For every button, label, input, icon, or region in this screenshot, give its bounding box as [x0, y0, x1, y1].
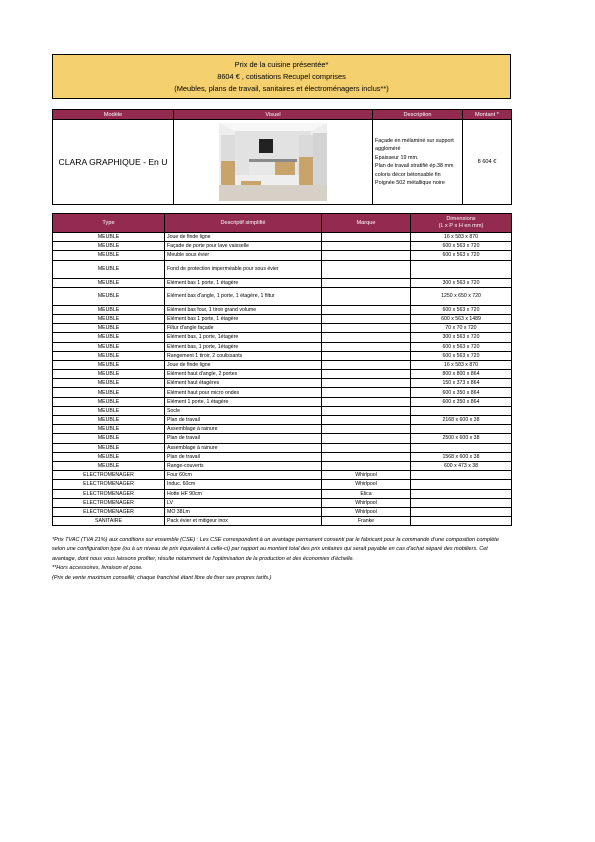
header-model: Modèle: [53, 110, 174, 120]
price-includes: (Meubles, plans de travail, sanitaires et électroménagers inclus**): [174, 84, 389, 93]
table-row: [53, 507, 512, 516]
table-row: [53, 388, 512, 397]
cell-dimensions: 300 x 563 x 720: [411, 333, 512, 342]
kitchen-visual: [174, 120, 373, 205]
cell-type: MEUBLE: [53, 351, 165, 360]
table-row: [53, 498, 512, 507]
table-row: [53, 425, 512, 434]
table-row: [53, 278, 512, 287]
cell-description: Elément bas, 1 porte, 1étagère: [165, 333, 322, 342]
cell-description: Induc. 60cm: [165, 480, 322, 489]
cell-type: MEUBLE: [53, 305, 165, 314]
table-row: [53, 416, 512, 425]
table-row: [53, 351, 512, 360]
cell-dimensions: [411, 260, 512, 278]
cell-dimensions: [411, 443, 512, 452]
kitchen-image: [219, 123, 327, 201]
cell-type: ELECTROMENAGER: [53, 498, 165, 507]
cell-description: Four 60cm: [165, 471, 322, 480]
header-dimensions: [411, 214, 512, 233]
cell-description: Elément 1 porte, 1 étagère: [165, 397, 322, 406]
cell-description: LV: [165, 498, 322, 507]
cell-description: Elément haut étagères: [165, 379, 322, 388]
table-row: [53, 397, 512, 406]
cell-brand: [322, 287, 411, 305]
cell-type: ELECTROMENAGER: [53, 480, 165, 489]
cell-brand: [322, 305, 411, 314]
cell-type: MEUBLE: [53, 443, 165, 452]
cell-type: MEUBLE: [53, 425, 165, 434]
cell-brand: [322, 342, 411, 351]
cell-type: MEUBLE: [53, 278, 165, 287]
cell-type: MEUBLE: [53, 314, 165, 323]
header-descriptif: Descriptif simplifié: [165, 214, 322, 233]
cell-brand: [322, 443, 411, 452]
cell-description: Range-couverts: [165, 461, 322, 470]
cell-description: Meuble sous évier: [165, 251, 322, 260]
table-row: [53, 242, 512, 251]
header-dimensions-unit: (L x P x H en mm): [438, 223, 484, 229]
cell-type: MEUBLE: [53, 406, 165, 415]
spec-table-header: [53, 214, 512, 233]
cell-description: Rangement 1 tiroir, 2 coulissants: [165, 351, 322, 360]
cell-brand: [322, 461, 411, 470]
table-row: [53, 452, 512, 461]
header-visual: Visuel: [174, 110, 373, 120]
cell-brand: [322, 242, 411, 251]
table-row: [53, 260, 512, 278]
model-row: [53, 120, 512, 205]
cell-brand: [322, 416, 411, 425]
cell-brand: [322, 260, 411, 278]
cell-description: Elément haut d'angle, 2 portes: [165, 370, 322, 379]
cell-dimensions: 70 x 70 x 720: [411, 324, 512, 333]
cell-dimensions: 600 x 563 x 720: [411, 251, 512, 260]
header-description: Description: [373, 110, 463, 120]
cell-dimensions: 600 x 563 x 720: [411, 305, 512, 314]
cell-type: MEUBLE: [53, 397, 165, 406]
cell-brand: [322, 233, 411, 242]
cell-type: MEUBLE: [53, 233, 165, 242]
cell-type: MEUBLE: [53, 260, 165, 278]
cell-type: MEUBLE: [53, 388, 165, 397]
cell-dimensions: [411, 406, 512, 415]
price-header: [52, 54, 511, 99]
cell-brand: Whirlpool: [322, 471, 411, 480]
table-row: [53, 370, 512, 379]
table-row: [53, 305, 512, 314]
cell-dimensions: [411, 471, 512, 480]
cell-description: Elément bas 1 porte, 1 étagère: [165, 278, 322, 287]
cell-dimensions: 600 x 350 x 864: [411, 397, 512, 406]
table-row: [53, 233, 512, 242]
cell-dimensions: 150 x 373 x 864: [411, 379, 512, 388]
cell-brand: Whirlpool: [322, 480, 411, 489]
cell-description: Elément bas, 1 porte, 1étagère: [165, 342, 322, 351]
table-row: [53, 480, 512, 489]
model-description: [373, 120, 463, 205]
cell-type: MEUBLE: [53, 287, 165, 305]
cell-brand: Whirlpool: [322, 507, 411, 516]
footnote-tvac: *Prix TVAC (TVA 21%) aux conditions sur ensemble (CSE) : Les CSE correspondent à un avantage permanent consenti par le fabricant pour la commande d'une composition complète selon une configuration type (ou à un niveau de prix équivalent à celle-ci) par rapport au montant total des prix unitaires qui serait payable en cas d'achat séparé des mobiliers. Cet avantage, dont nous vous laissons profiter, résulte notamment de l'optimisation de la production et des économies d'échelle.: [52, 537, 499, 562]
cell-type: ELECTROMENAGER: [53, 507, 165, 516]
cell-dimensions: 1568 x 600 x 38: [411, 452, 512, 461]
cell-description: Plan de travail: [165, 416, 322, 425]
cell-dimensions: 600 x 563 x 720: [411, 242, 512, 251]
spec-table: [52, 213, 512, 526]
cell-type: MEUBLE: [53, 360, 165, 369]
cell-dimensions: 2168 x 600 x 38: [411, 416, 512, 425]
table-row: [53, 517, 512, 526]
cell-type: ELECTROMENAGER: [53, 489, 165, 498]
table-row: [53, 251, 512, 260]
cell-brand: [322, 379, 411, 388]
cell-brand: [322, 251, 411, 260]
cell-brand: [322, 370, 411, 379]
cell-brand: [322, 434, 411, 443]
table-row: [53, 333, 512, 342]
footnotes: [52, 536, 511, 583]
cell-description: Hotte HF 90cm: [165, 489, 322, 498]
cell-type: MEUBLE: [53, 324, 165, 333]
cell-description: Assemblage à rainure: [165, 443, 322, 452]
cell-brand: [322, 324, 411, 333]
model-table-header: [53, 110, 512, 120]
cell-description: Plan de travail: [165, 452, 322, 461]
spec-table-body: [53, 233, 512, 526]
table-row: [53, 471, 512, 480]
header-brand: Marque: [322, 214, 411, 233]
cell-type: MEUBLE: [53, 461, 165, 470]
model-price: 8 604 €: [463, 120, 512, 205]
cell-dimensions: 600 x 563 x 720: [411, 351, 512, 360]
cell-brand: Whirlpool: [322, 498, 411, 507]
cell-dimensions: 1250 x 650 x 720: [411, 287, 512, 305]
cell-brand: [322, 388, 411, 397]
footnote-price-advice: (Prix de vente maximum conseillé; chaque franchisé étant libre de fixer ses propres tarifs.): [52, 574, 272, 581]
cell-description: Elément haut pour micro ondes: [165, 388, 322, 397]
cell-description: Joue de finde ligne: [165, 233, 322, 242]
cell-description: Façade de porte pour lave vaisselle: [165, 242, 322, 251]
cell-dimensions: 16 x 583 x 870: [411, 360, 512, 369]
cell-dimensions: 800 x 800 x 864: [411, 370, 512, 379]
cell-dimensions: 2500 x 600 x 38: [411, 434, 512, 443]
cell-dimensions: 600 x 563 x 720: [411, 342, 512, 351]
cell-type: MEUBLE: [53, 242, 165, 251]
model-table: [52, 109, 512, 205]
model-name: CLARA GRAPHIQUE - En U: [53, 120, 174, 205]
table-row: [53, 314, 512, 323]
table-row: [53, 406, 512, 415]
cell-description: Elément bas four, 1 tiroir grand volume: [165, 305, 322, 314]
cell-dimensions: 300 x 563 x 720: [411, 278, 512, 287]
cell-dimensions: 600 x 350 x 864: [411, 388, 512, 397]
cell-dimensions: 600 x 473 x 38: [411, 461, 512, 470]
cell-brand: [322, 333, 411, 342]
cell-description: Plan de travail: [165, 434, 322, 443]
cell-description: Socle: [165, 406, 322, 415]
cell-brand: Franke: [322, 517, 411, 526]
table-row: [53, 342, 512, 351]
cell-description: Assemblage à rainure: [165, 425, 322, 434]
description-line: Epaisseur 19 mm.: [375, 154, 419, 161]
cell-type: MEUBLE: [53, 251, 165, 260]
description-line: Poignée 502 métallique noire: [375, 180, 445, 186]
cell-brand: [322, 360, 411, 369]
cell-type: MEUBLE: [53, 416, 165, 425]
description-line: Façade en mélaminé sur support aggloméré: [375, 137, 454, 152]
cell-brand: [322, 406, 411, 415]
cell-dimensions: 16 x 583 x 870: [411, 233, 512, 242]
table-row: [53, 489, 512, 498]
cell-type: MEUBLE: [53, 434, 165, 443]
cell-brand: Elica: [322, 489, 411, 498]
description-line: coloris décor bétonsable fin: [375, 171, 441, 178]
table-row: [53, 461, 512, 470]
cell-brand: [322, 278, 411, 287]
cell-dimensions: [411, 517, 512, 526]
cell-description: Joue de finde ligne: [165, 360, 322, 369]
cell-dimensions: [411, 480, 512, 489]
footnote-accessories: **Hors accessoires, livraison et pose.: [52, 565, 143, 572]
cell-type: MEUBLE: [53, 379, 165, 388]
table-row: [53, 379, 512, 388]
table-row: [53, 360, 512, 369]
price-title: Prix de la cuisine présentée*: [234, 60, 329, 69]
description-line: Plan de travail stratifié ép.38 mm: [375, 163, 454, 169]
cell-type: MEUBLE: [53, 342, 165, 351]
header-type: Type: [53, 214, 165, 233]
cell-type: MEUBLE: [53, 333, 165, 342]
cell-description: Elément bas d'angle, 1 porte, 1 étagère, 1 filtur: [165, 287, 322, 305]
cell-dimensions: [411, 425, 512, 434]
cell-brand: [322, 314, 411, 323]
cell-brand: [322, 351, 411, 360]
cell-type: ELECTROMENAGER: [53, 471, 165, 480]
cell-type: MEUBLE: [53, 452, 165, 461]
cell-description: Pack évier et mitigeur inox: [165, 517, 322, 526]
header-amount: Montant *: [463, 110, 512, 120]
table-row: [53, 443, 512, 452]
cell-dimensions: [411, 507, 512, 516]
price-amount: 8604 € , cotisations Recupel comprises: [217, 72, 346, 81]
header-dimensions-label: Dimensions: [446, 216, 476, 222]
cell-description: Elément bas 1 porte, 1 étagère: [165, 314, 322, 323]
cell-description: MO 38Lm: [165, 507, 322, 516]
cell-type: MEUBLE: [53, 370, 165, 379]
cell-description: Fond de protection imperméable pour sous évier: [165, 260, 322, 278]
cell-brand: [322, 425, 411, 434]
table-row: [53, 287, 512, 305]
cell-dimensions: [411, 489, 512, 498]
table-row: [53, 324, 512, 333]
cell-description: Filtur d'angle façade: [165, 324, 322, 333]
cell-type: SANITAIRE: [53, 517, 165, 526]
cell-brand: [322, 397, 411, 406]
table-row: [53, 434, 512, 443]
cell-brand: [322, 452, 411, 461]
cell-dimensions: [411, 498, 512, 507]
cell-dimensions: 600 x 563 x 1489: [411, 314, 512, 323]
